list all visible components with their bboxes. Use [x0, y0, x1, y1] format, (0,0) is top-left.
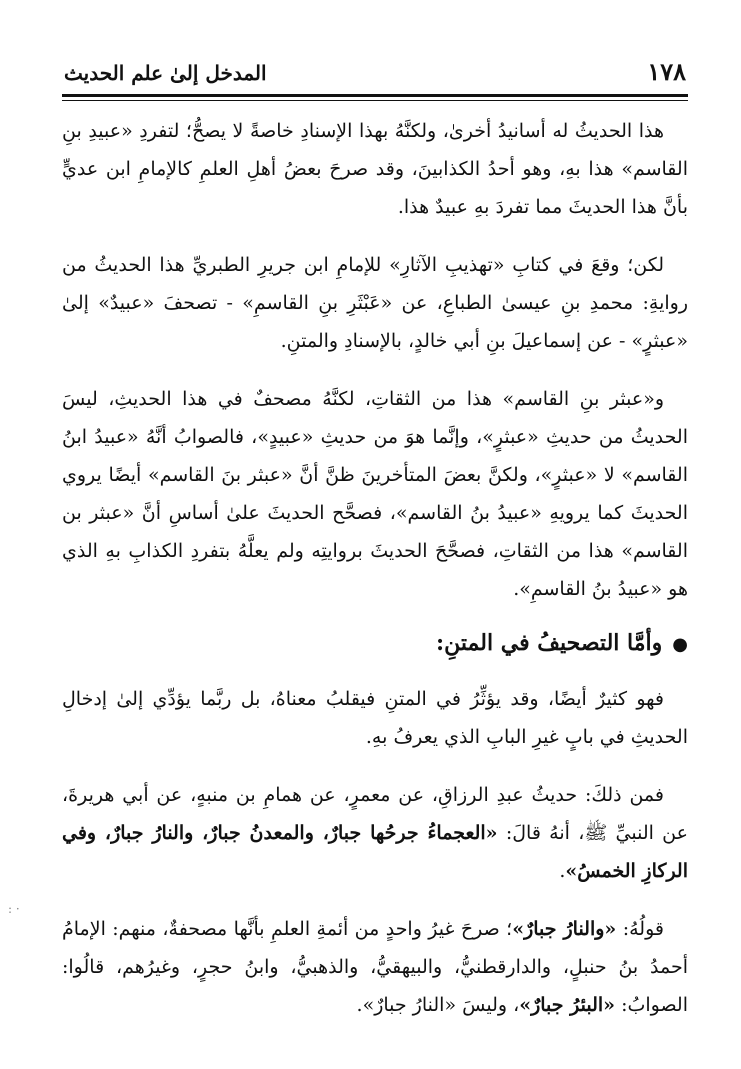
page-number: ١٧٨: [647, 57, 686, 86]
page-header: [62, 52, 688, 94]
paragraph-4: فهو كثيرٌ أيضًا، وقد يؤثِّرُ في المتنِ فيقلبُ معناهُ، بل ربَّما يؤدِّي إلىٰ إدخالِ الحديثِ في بابٍ غيرِ البابِ الذي يعرفُ بهِ.: [62, 688, 688, 748]
section-heading: [62, 626, 688, 662]
paragraph-5-end: .: [559, 860, 566, 882]
paragraph-6-intro: قولُهُ:: [616, 918, 664, 940]
paragraph-5-intro: فمن ذلكَ: حديثُ عبدِ الرزاقِ، عن معمرٍ، عن همامِ بن منبهٍ، عن أبي هريرةَ، عن النبيِّ ﷺ، أنهُ قالَ:: [62, 784, 688, 844]
paragraph-5: [62, 776, 688, 890]
section-heading-text: وأمَّا التصحيفُ في المتنِ:: [436, 630, 663, 656]
page-body: [62, 112, 688, 1044]
quoted-phrase-well: «البئرُ جبارٌ»: [519, 994, 616, 1016]
hadith-text: «العجماءُ جرحُها جبارٌ، والمعدنُ جبارٌ، والنارُ جبارٌ، وفي الركازِ الخمسُ»: [62, 822, 688, 882]
paragraph-3: و«عبثر بنِ القاسم» هذا من الثقاتِ، لكنَّهُ مصحفٌ في هذا الحديثِ، ليسَ الحديثُ من حديثِ «عبثرٍ»، وإنَّما هوَ من حديثِ «عبيدٍ»، فالصوابُ أنَّهُ «عبيدُ ابنُ القاسم» لا «عبثرٍ»، ولكنَّ بعضَ المتأخرينَ ظنَّ أنَّ «عبثر بنَ القاسم» أيضًا يروي الحديثَ كما يرويهِ «عبيدُ بنُ القاسم»، فصحَّح الحديثَ علىٰ أساسِ أنَّ «عبثر بن القاسم» هذا من الثقاتِ، فصحَّحَ الحديثَ بروايتِه ولم يعلَّهُ بتفردِ الكذابِ بهِ الذي هو «عبيدُ بنُ القاسمِ».: [62, 388, 688, 600]
margin-mark: : ·: [8, 902, 20, 916]
paragraph-6-end: ، وليسَ «النارُ جبارٌ».: [356, 994, 520, 1016]
header-rule-thin: [62, 100, 688, 101]
paragraph-6: [62, 910, 688, 1024]
header-rule-thick: [62, 94, 688, 97]
quoted-phrase-fire: «والنارُ جبارٌ»: [512, 918, 617, 940]
paragraph-6-middle: ؛ صرحَ غيرُ واحدٍ من أئمةِ العلمِ بأنَّها مصحفةٌ، منهم: الإمامُ أحمدُ بنُ حنبلٍ، والدارقطنيُّ، والبيهقيُّ، والذهبيُّ، وابنُ حجرٍ، وغيرُهم، قالُوا: الصوابُ:: [62, 918, 688, 1016]
bullet-icon: ●: [672, 634, 688, 655]
paragraph-1: هذا الحديثُ له أسانيدُ أخرىٰ، ولكنَّهُ بهذا الإسنادِ خاصةً لا يصحُّ؛ لتفردِ «عبيدِ بنِ القاسم» هذا بهِ، وهو أحدُ الكذابينَ، وقد صرحَ بعضُ أهلِ العلمِ كالإمامِ ابن عديٍّ بأنَّ هذا الحديثَ مما تفردَ بهِ عبيدٌ هذا.: [62, 120, 688, 218]
running-title: المدخل إلىٰ علم الحديث: [64, 61, 267, 85]
paragraph-2: لكن؛ وقعَ في كتابِ «تهذيبِ الآثارِ» للإمامِ ابن جريرِ الطبريِّ هذا الحديثُ من روايةِ: محمدِ بنِ عيسىٰ الطباعِ، عن «عَبْثَرِ بنِ القاسمِ» - تصحفَ «عبيدٌ» إلىٰ «عبثرٍ» - عن إسماعيلَ بنِ أبي خالدٍ، بالإسنادِ والمتنِ.: [62, 254, 688, 352]
